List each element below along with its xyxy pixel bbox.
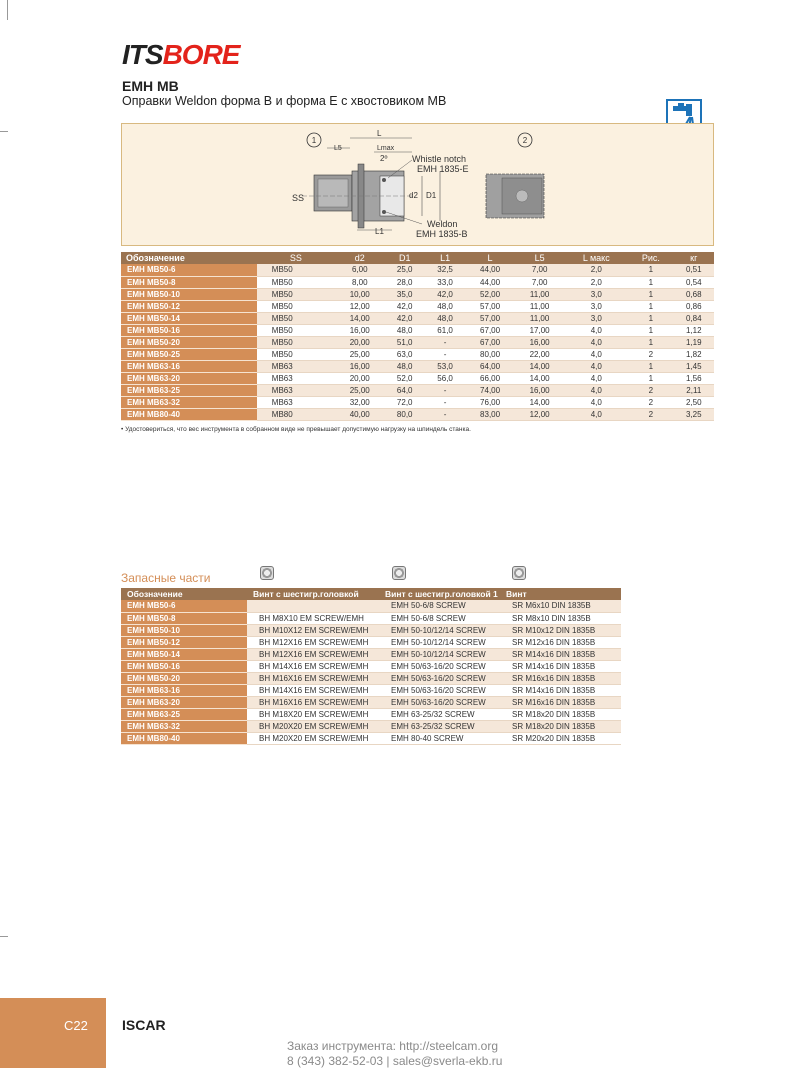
whistle-notch-code: EMH 1835-E bbox=[417, 164, 469, 174]
value-cell: 1,82 bbox=[674, 348, 714, 360]
dim-L: L bbox=[377, 129, 382, 138]
part-cell: SR M16x16 DIN 1835B bbox=[500, 696, 621, 708]
table-row bbox=[121, 360, 714, 372]
technical-drawing bbox=[121, 123, 714, 246]
value-cell: 16,00 bbox=[515, 336, 565, 348]
value-cell: 12,00 bbox=[515, 408, 565, 420]
designation-cell: EMH MB63-16 bbox=[121, 684, 247, 696]
part-cell: SR M14x16 DIN 1835B bbox=[500, 684, 621, 696]
spec-table-header bbox=[121, 252, 714, 264]
value-cell: 1 bbox=[628, 312, 673, 324]
value-cell: MB50 bbox=[257, 324, 335, 336]
col-screw: Винт bbox=[500, 588, 621, 600]
designation-cell: EMH MB50-12 bbox=[121, 636, 247, 648]
value-cell: 64,0 bbox=[385, 384, 425, 396]
part-cell: BH M14X16 EM SCREW/EMH bbox=[247, 660, 379, 672]
value-cell: 1,56 bbox=[674, 372, 714, 384]
value-cell: 4,0 bbox=[564, 324, 628, 336]
value-cell: 48,0 bbox=[425, 300, 465, 312]
value-cell: 4,0 bbox=[564, 360, 628, 372]
table-row bbox=[121, 612, 621, 624]
table-row bbox=[121, 648, 621, 660]
value-cell: 80,00 bbox=[465, 348, 515, 360]
hex-screw-icon bbox=[260, 566, 274, 580]
value-cell: 1 bbox=[628, 372, 673, 384]
value-cell: 1 bbox=[628, 276, 673, 288]
crop-mark-top bbox=[0, 131, 8, 132]
table-row bbox=[121, 264, 714, 276]
designation-cell: EMH MB63-25 bbox=[121, 708, 247, 720]
designation-cell: EMH MB63-20 bbox=[121, 372, 257, 384]
value-cell: 1 bbox=[628, 360, 673, 372]
part-cell: SR M14x16 DIN 1835B bbox=[500, 648, 621, 660]
value-cell: MB50 bbox=[257, 264, 335, 276]
page-subtitle: Оправки Weldon форма В и форма Е с хвостовиком MB bbox=[122, 94, 447, 108]
part-cell: SR M18x20 DIN 1835B bbox=[500, 720, 621, 732]
designation-cell: EMH MB50-25 bbox=[121, 348, 257, 360]
table-row bbox=[121, 660, 621, 672]
contact-text: 8 (343) 382-52-03 | sales@sverla-ekb.ru bbox=[287, 1054, 503, 1068]
table-row bbox=[121, 312, 714, 324]
page-title: EMH MB bbox=[122, 78, 179, 94]
crop-mark-bottom bbox=[0, 936, 8, 937]
value-cell: 22,00 bbox=[515, 348, 565, 360]
designation-cell: EMH MB50-20 bbox=[121, 672, 247, 684]
part-cell bbox=[247, 600, 379, 612]
designation-cell: EMH MB80-40 bbox=[121, 408, 257, 420]
part-cell: SR M12x16 DIN 1835B bbox=[500, 636, 621, 648]
value-cell: 14,00 bbox=[515, 372, 565, 384]
table-row bbox=[121, 276, 714, 288]
value-cell: 3,25 bbox=[674, 408, 714, 420]
value-cell: 1 bbox=[628, 300, 673, 312]
value-cell: 2 bbox=[628, 348, 673, 360]
part-cell: EMH 50-10/12/14 SCREW bbox=[379, 648, 500, 660]
value-cell: 3,0 bbox=[564, 288, 628, 300]
designation-cell: EMH MB80-40 bbox=[121, 732, 247, 744]
spare-parts-title: Запасные части bbox=[121, 571, 211, 585]
designation-cell: EMH MB63-32 bbox=[121, 396, 257, 408]
value-cell: 32,00 bbox=[335, 396, 385, 408]
spare-parts-table bbox=[121, 588, 621, 745]
value-cell: 16,00 bbox=[335, 324, 385, 336]
value-cell: 14,00 bbox=[335, 312, 385, 324]
whistle-notch-label: Whistle notch bbox=[412, 154, 467, 164]
value-cell: 48,0 bbox=[385, 324, 425, 336]
dim-D1: D1 bbox=[426, 191, 437, 200]
dim-L5: L5 bbox=[334, 145, 342, 152]
order-link-text: Заказ инструмента: http://steelcam.org bbox=[287, 1039, 499, 1053]
value-cell: 53,0 bbox=[425, 360, 465, 372]
value-cell: - bbox=[425, 336, 465, 348]
value-cell: 4,0 bbox=[564, 348, 628, 360]
weldon-code: EMH 1835-B bbox=[416, 229, 468, 239]
value-cell: MB50 bbox=[257, 336, 335, 348]
value-cell: - bbox=[425, 348, 465, 360]
designation-cell: EMH MB63-32 bbox=[121, 720, 247, 732]
value-cell: 6,00 bbox=[335, 264, 385, 276]
col-designation: Обозначение bbox=[121, 588, 247, 600]
value-cell: 64,00 bbox=[465, 360, 515, 372]
table-row bbox=[121, 372, 714, 384]
part-cell: EMH 50-10/12/14 SCREW bbox=[379, 624, 500, 636]
weldon-label: Weldon bbox=[427, 219, 458, 229]
screw-icon bbox=[512, 566, 526, 580]
designation-cell: EMH MB50-12 bbox=[121, 300, 257, 312]
spare-table-header bbox=[121, 588, 621, 600]
part-cell: SR M20x20 DIN 1835B bbox=[500, 732, 621, 744]
part-cell: EMH 63-25/32 SCREW bbox=[379, 720, 500, 732]
value-cell: 1,12 bbox=[674, 324, 714, 336]
value-cell: 1 bbox=[628, 288, 673, 300]
part-cell: BH M8X10 EM SCREW/EMH bbox=[247, 612, 379, 624]
value-cell: 1 bbox=[628, 264, 673, 276]
value-cell: 1,19 bbox=[674, 336, 714, 348]
part-cell: BH M16X16 EM SCREW/EMH bbox=[247, 672, 379, 684]
col-d2: d2 bbox=[335, 252, 385, 264]
part-cell: EMH 50/63-16/20 SCREW bbox=[379, 660, 500, 672]
value-cell: 32,5 bbox=[425, 264, 465, 276]
value-cell: 61,0 bbox=[425, 324, 465, 336]
col-designation: Обозначение bbox=[121, 252, 257, 264]
table-row bbox=[121, 684, 621, 696]
table-row bbox=[121, 696, 621, 708]
value-cell: 83,00 bbox=[465, 408, 515, 420]
part-cell: SR M16x16 DIN 1835B bbox=[500, 672, 621, 684]
part-cell: SR M18x20 DIN 1835B bbox=[500, 708, 621, 720]
designation-cell: EMH MB63-16 bbox=[121, 360, 257, 372]
designation-cell: EMH MB50-8 bbox=[121, 612, 247, 624]
value-cell: 28,0 bbox=[385, 276, 425, 288]
value-cell: 2,0 bbox=[564, 276, 628, 288]
value-cell: - bbox=[425, 396, 465, 408]
specification-table bbox=[121, 252, 714, 421]
value-cell: 33,0 bbox=[425, 276, 465, 288]
value-cell: 40,00 bbox=[335, 408, 385, 420]
value-cell: 42,0 bbox=[385, 300, 425, 312]
crop-mark-left-top bbox=[7, 0, 8, 20]
value-cell: 3,0 bbox=[564, 300, 628, 312]
dim-Lmax: Lmax bbox=[377, 145, 395, 152]
value-cell: 3,0 bbox=[564, 312, 628, 324]
value-cell: 25,00 bbox=[335, 384, 385, 396]
value-cell: 20,00 bbox=[335, 336, 385, 348]
part-cell: BH M12X16 EM SCREW/EMH bbox=[247, 636, 379, 648]
designation-cell: EMH MB50-8 bbox=[121, 276, 257, 288]
table-row bbox=[121, 636, 621, 648]
value-cell: 25,00 bbox=[335, 348, 385, 360]
table-row bbox=[121, 732, 621, 744]
part-cell: SR M6x10 DIN 1835B bbox=[500, 600, 621, 612]
table-row bbox=[121, 672, 621, 684]
value-cell: 16,00 bbox=[515, 384, 565, 396]
value-cell: 4,0 bbox=[564, 396, 628, 408]
table-row bbox=[121, 720, 621, 732]
designation-cell: EMH MB63-25 bbox=[121, 384, 257, 396]
col-L: L bbox=[465, 252, 515, 264]
value-cell: 52,0 bbox=[385, 372, 425, 384]
value-cell: 2 bbox=[628, 396, 673, 408]
value-cell: MB50 bbox=[257, 300, 335, 312]
figure-2-number: 2 bbox=[522, 136, 528, 145]
value-cell: 57,00 bbox=[465, 300, 515, 312]
table-row bbox=[121, 336, 714, 348]
table-row bbox=[121, 348, 714, 360]
value-cell: 0,84 bbox=[674, 312, 714, 324]
designation-cell: EMH MB50-16 bbox=[121, 324, 257, 336]
value-cell: 8,00 bbox=[335, 276, 385, 288]
table-row bbox=[121, 300, 714, 312]
part-cell: EMH 50/63-16/20 SCREW bbox=[379, 684, 500, 696]
value-cell: 16,00 bbox=[335, 360, 385, 372]
part-cell: BH M20X20 EM SCREW/EMH bbox=[247, 720, 379, 732]
value-cell: 25,0 bbox=[385, 264, 425, 276]
value-cell: 14,00 bbox=[515, 360, 565, 372]
part-cell: EMH 50/63-16/20 SCREW bbox=[379, 672, 500, 684]
part-cell: EMH 50-10/12/14 SCREW bbox=[379, 636, 500, 648]
designation-cell: EMH MB50-14 bbox=[121, 312, 257, 324]
part-cell: SR M8x10 DIN 1835B bbox=[500, 612, 621, 624]
value-cell: 63,0 bbox=[385, 348, 425, 360]
value-cell: 2,50 bbox=[674, 396, 714, 408]
designation-cell: EMH MB50-6 bbox=[121, 264, 257, 276]
designation-cell: EMH MB50-14 bbox=[121, 648, 247, 660]
value-cell: 51,0 bbox=[385, 336, 425, 348]
value-cell: MB63 bbox=[257, 396, 335, 408]
part-cell: BH M14X16 EM SCREW/EMH bbox=[247, 684, 379, 696]
value-cell: 67,00 bbox=[465, 336, 515, 348]
value-cell: 2,11 bbox=[674, 384, 714, 396]
col-ss: SS bbox=[257, 252, 335, 264]
value-cell: MB50 bbox=[257, 288, 335, 300]
part-cell: SR M10x12 DIN 1835B bbox=[500, 624, 621, 636]
value-cell: 4,0 bbox=[564, 336, 628, 348]
value-cell: MB50 bbox=[257, 348, 335, 360]
value-cell: 20,00 bbox=[335, 372, 385, 384]
value-cell: 7,00 bbox=[515, 264, 565, 276]
designation-cell: EMH MB50-10 bbox=[121, 624, 247, 636]
designation-cell: EMH MB50-20 bbox=[121, 336, 257, 348]
value-cell: MB80 bbox=[257, 408, 335, 420]
value-cell: 0,86 bbox=[674, 300, 714, 312]
value-cell: MB50 bbox=[257, 312, 335, 324]
part-cell: BH M16X16 EM SCREW/EMH bbox=[247, 696, 379, 708]
value-cell: MB63 bbox=[257, 372, 335, 384]
col-hex-screw-1: Винт с шестигр.головкой 1 bbox=[379, 588, 500, 600]
designation-cell: EMH MB50-16 bbox=[121, 660, 247, 672]
page-tab bbox=[0, 998, 106, 1068]
value-cell: 57,00 bbox=[465, 312, 515, 324]
part-cell: EMH 50-6/8 SCREW bbox=[379, 612, 500, 624]
part-cell: EMH 50/63-16/20 SCREW bbox=[379, 696, 500, 708]
value-cell: - bbox=[425, 408, 465, 420]
table-row bbox=[121, 384, 714, 396]
value-cell: 11,00 bbox=[515, 288, 565, 300]
value-cell: MB63 bbox=[257, 360, 335, 372]
col-hex-screw: Винт с шестигр.головкой bbox=[247, 588, 379, 600]
value-cell: 35,0 bbox=[385, 288, 425, 300]
dim-L1: L1 bbox=[375, 227, 384, 236]
value-cell: 52,00 bbox=[465, 288, 515, 300]
part-cell: BH M10X12 EM SCREW/EMH bbox=[247, 624, 379, 636]
designation-cell: EMH MB50-10 bbox=[121, 288, 257, 300]
value-cell: 67,00 bbox=[465, 324, 515, 336]
table-row bbox=[121, 708, 621, 720]
brand-name: ISCAR bbox=[122, 1017, 166, 1033]
value-cell: 14,00 bbox=[515, 396, 565, 408]
value-cell: 17,00 bbox=[515, 324, 565, 336]
designation-cell: EMH MB50-6 bbox=[121, 600, 247, 612]
value-cell: - bbox=[425, 384, 465, 396]
value-cell: 0,54 bbox=[674, 276, 714, 288]
col-Lmax: L макс bbox=[564, 252, 628, 264]
weight-footnote: • Удостовериться, что вес инструмента в собранном виде не превышает допустимую нагрузку на шпиндель станка. bbox=[121, 426, 471, 433]
designation-cell: EMH MB63-20 bbox=[121, 696, 247, 708]
value-cell: 44,00 bbox=[465, 276, 515, 288]
value-cell: 4,0 bbox=[564, 384, 628, 396]
value-cell: 2 bbox=[628, 408, 673, 420]
value-cell: 1 bbox=[628, 336, 673, 348]
value-cell: 42,0 bbox=[425, 288, 465, 300]
value-cell: 11,00 bbox=[515, 300, 565, 312]
value-cell: 1,45 bbox=[674, 360, 714, 372]
part-cell: BH M18X20 EM SCREW/EMH bbox=[247, 708, 379, 720]
dim-d2: d2 bbox=[409, 191, 418, 200]
value-cell: 11,00 bbox=[515, 312, 565, 324]
value-cell: 7,00 bbox=[515, 276, 565, 288]
col-D1: D1 bbox=[385, 252, 425, 264]
col-fig: Рис. bbox=[628, 252, 673, 264]
value-cell: 42,0 bbox=[385, 312, 425, 324]
table-row bbox=[121, 600, 621, 612]
value-cell: 4,0 bbox=[564, 408, 628, 420]
part-cell: BH M12X16 EM SCREW/EMH bbox=[247, 648, 379, 660]
table-row bbox=[121, 288, 714, 300]
value-cell: 2 bbox=[628, 384, 673, 396]
table-row bbox=[121, 624, 621, 636]
value-cell: 74,00 bbox=[465, 384, 515, 396]
part-cell: SR M14x16 DIN 1835B bbox=[500, 660, 621, 672]
value-cell: 12,00 bbox=[335, 300, 385, 312]
value-cell: 56,0 bbox=[425, 372, 465, 384]
figure-1-number: 1 bbox=[311, 136, 317, 145]
dim-angle: 2º bbox=[380, 154, 388, 163]
value-cell: 4,0 bbox=[564, 372, 628, 384]
dim-SS: SS bbox=[292, 193, 305, 203]
hex-screw-icon bbox=[392, 566, 406, 580]
col-L5: L5 bbox=[515, 252, 565, 264]
col-L1: L1 bbox=[425, 252, 465, 264]
page-number: C22 bbox=[64, 1018, 88, 1033]
table-row bbox=[121, 408, 714, 420]
itsbore-logo: ITSBORE bbox=[122, 39, 240, 70]
value-cell: MB50 bbox=[257, 276, 335, 288]
part-cell: EMH 80-40 SCREW bbox=[379, 732, 500, 744]
value-cell: 76,00 bbox=[465, 396, 515, 408]
value-cell: 1 bbox=[628, 324, 673, 336]
value-cell: 10,00 bbox=[335, 288, 385, 300]
value-cell: 44,00 bbox=[465, 264, 515, 276]
value-cell: 2,0 bbox=[564, 264, 628, 276]
value-cell: 48,0 bbox=[425, 312, 465, 324]
table-row bbox=[121, 396, 714, 408]
value-cell: MB63 bbox=[257, 384, 335, 396]
value-cell: 72,0 bbox=[385, 396, 425, 408]
part-cell: BH M20X20 EM SCREW/EMH bbox=[247, 732, 379, 744]
col-kg: кг bbox=[674, 252, 714, 264]
value-cell: 0,68 bbox=[674, 288, 714, 300]
value-cell: 66,00 bbox=[465, 372, 515, 384]
value-cell: 80,0 bbox=[385, 408, 425, 420]
part-cell: EMH 50-6/8 SCREW bbox=[379, 600, 500, 612]
value-cell: 0,51 bbox=[674, 264, 714, 276]
part-cell: EMH 63-25/32 SCREW bbox=[379, 708, 500, 720]
value-cell: 48,0 bbox=[385, 360, 425, 372]
table-row bbox=[121, 324, 714, 336]
